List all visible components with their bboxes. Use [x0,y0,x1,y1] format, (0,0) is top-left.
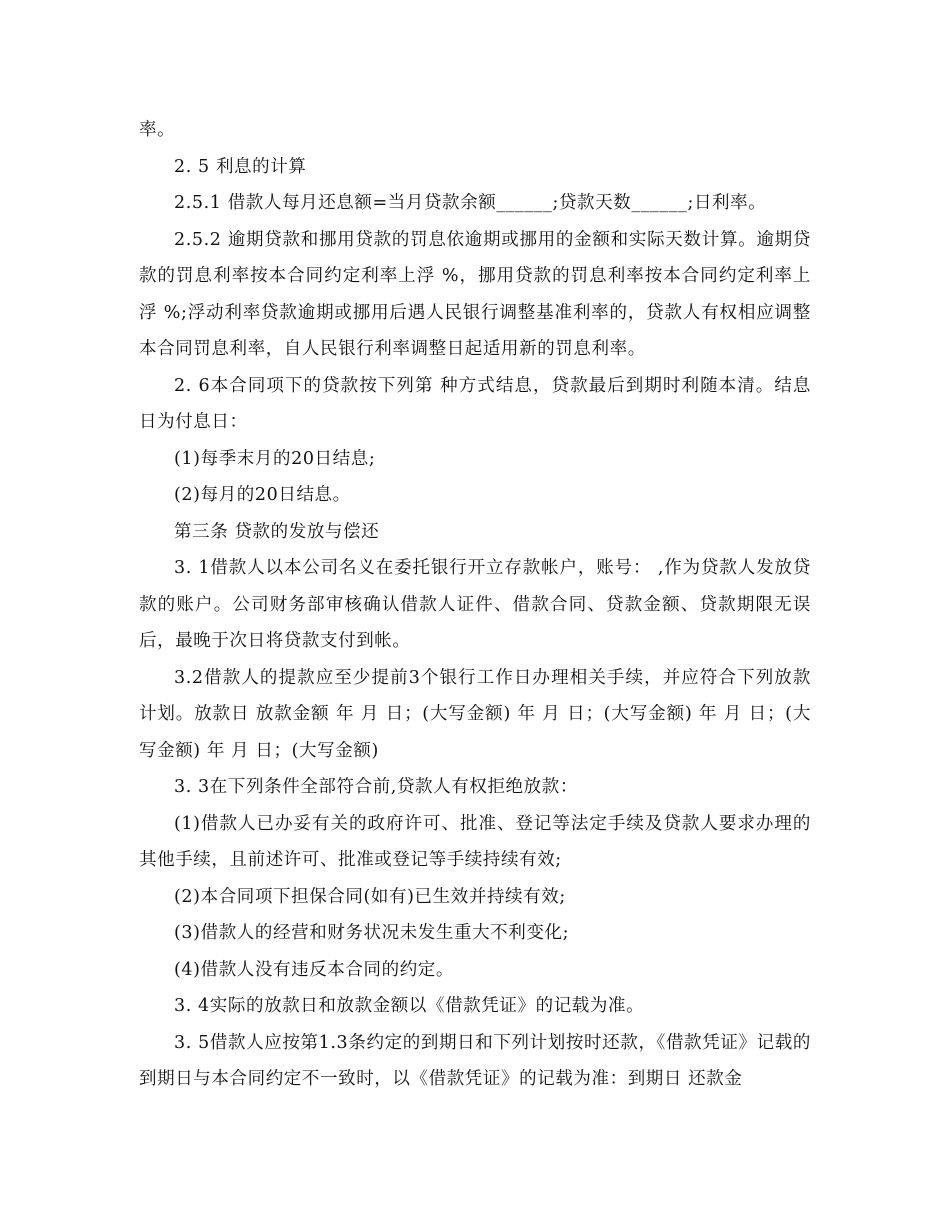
clause-2-5-1: 2.5.1 借款人每月还息额=当月贷款余额______;贷款天数______;日利率。 [174,193,767,213]
list-item: (2)本合同项下担保合同(如有)已生效并持续有效; [174,886,566,907]
article-3-heading: 第三条 贷款的发放与偿还 [174,521,380,542]
clause-2-5-2: 2.5.2 逾期贷款和挪用贷款的罚息依逾期或挪用的金额和实际天数计算。逾期贷款的罚息利率按本合同约定利率上浮 %，挪用贷款的罚息利率按本合同约定利率上浮 %;浮动利率贷款逾期或挪用后遇人民银行调整基准利率的，贷款人有权相应调整本合同罚息利率，自人民银行利率调整日起适用新的罚息利率。 [139,229,811,359]
section-heading-interest-calculation: 2. 5 利息的计算 [174,156,307,177]
clause-3-3: 3. 3在下列条件全部符合前,贷款人有权拒绝放款： [174,777,578,797]
list-item: (4)借款人没有违反本合同的约定。 [174,959,454,980]
clause-3-2: 3.2借款人的提款应至少提前3个银行工作日办理相关手续，并应符合下列放款计划。放款日 放款金额 年 月 日；(大写金额) 年 月 日；(大写金额) 年 月 日；(大写金额) 年 月 日；(大写金额) [139,667,811,761]
document-body [139,112,811,1098]
list-item: (2)每月的20日结息。 [174,485,351,505]
clause-3-4: 3. 4实际的放款日和放款金额以《借款凭证》的记载为准。 [174,996,645,1016]
list-item: (3)借款人的经营和财务状况未发生重大不利变化; [174,923,570,943]
paragraph-continuation: 率。 [139,120,176,140]
clause-3-1: 3. 1借款人以本公司名义在委托银行开立存款帐户，账号： ,作为贷款人发放贷款的账户。公司财务部审核确认借款人证件、借款合同、贷款金额、贷款期限无误后，最晚于次日将贷款支付到帐。 [139,558,811,651]
clause-3-5: 3. 5借款人应按第1.3条约定的到期日和下列计划按时还款，《借款凭证》记载的到期日与本合同约定不一致时，以《借款凭证》的记载为准：到期日 还款金 [139,1032,811,1089]
clause-2-6: 2. 6本合同项下的贷款按下列第 种方式结息，贷款最后到期时利随本清。结息日为付息日： [139,375,811,432]
list-item: (1)借款人已办妥有关的政府许可、批准、登记等法定手续及贷款人要求办理的其他手续，且前述许可、批准或登记等手续持续有效; [139,813,811,870]
list-item: (1)每季末月的20日结息; [174,448,376,469]
